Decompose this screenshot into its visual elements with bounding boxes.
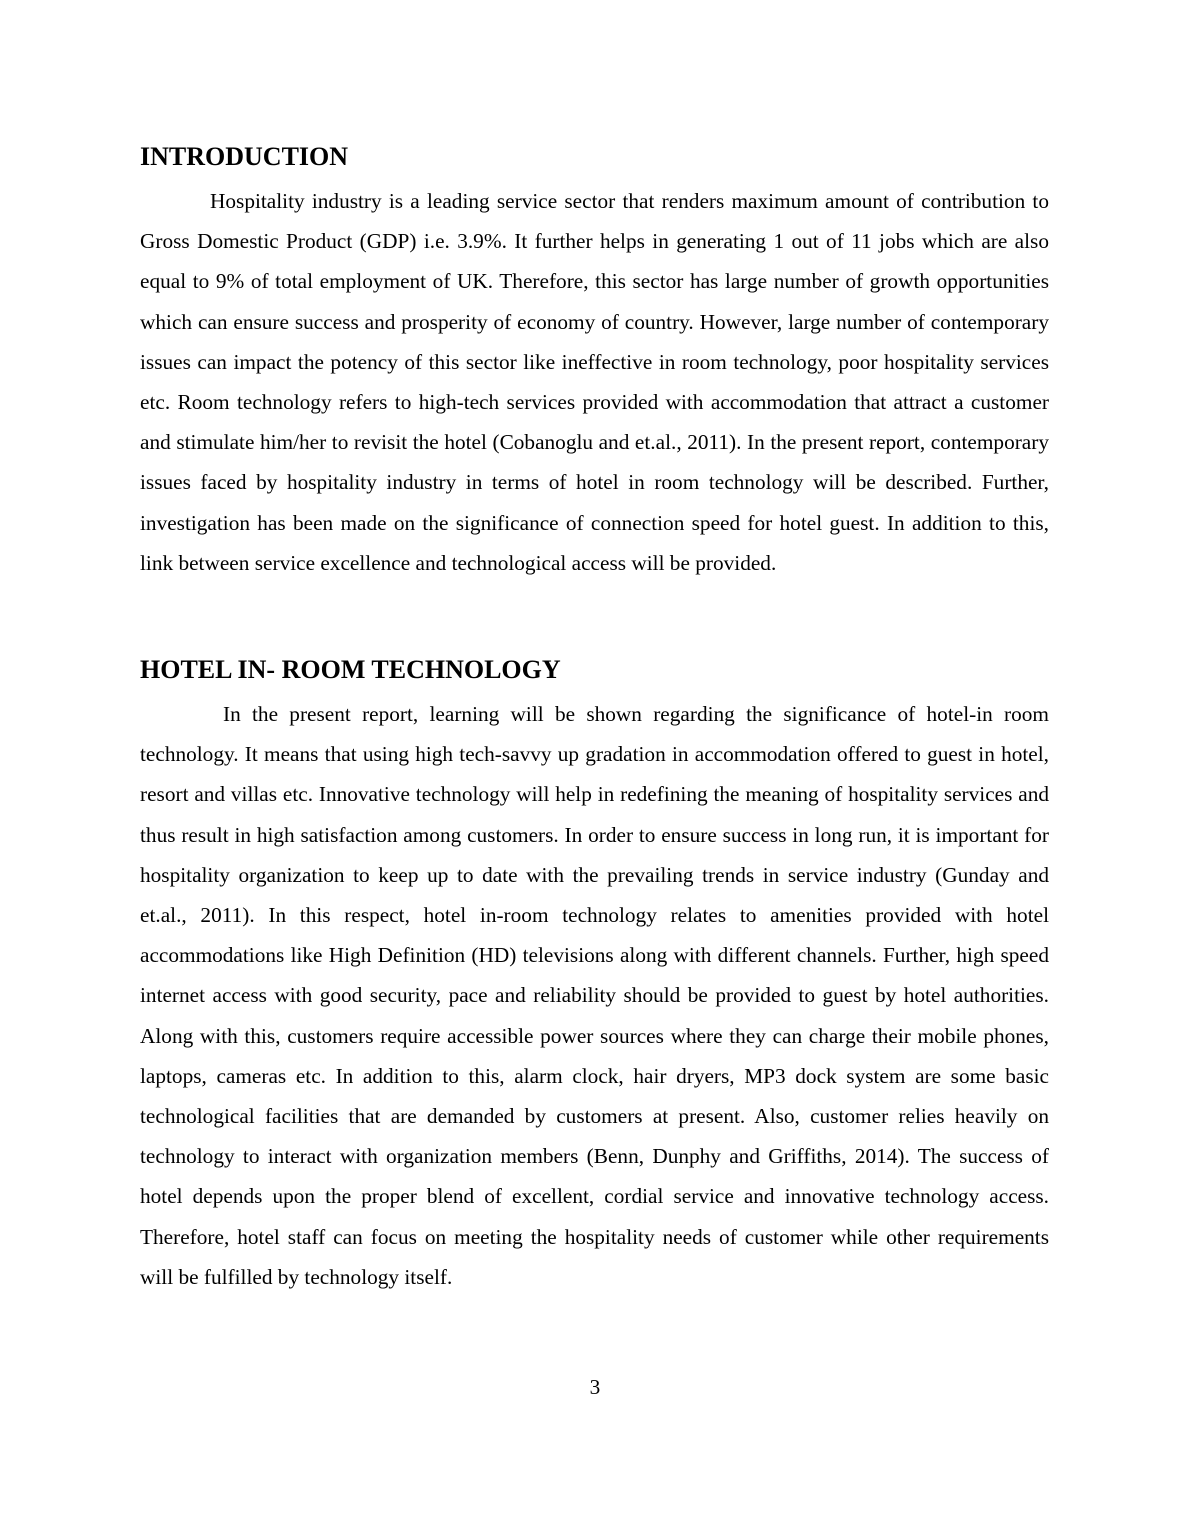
hotel-in-room-technology-paragraph: In the present report, learning will be shown regarding the significance of hotel-in room technology. It means that using high tech-savvy up gradation in accommodation offered to guest in hotel, resort and villas etc. Innovative technology will help in redefining the meaning of hospitality services and thus result in high satisfaction among customers. In order to ensure success in long run, it is important for hospitality organization to keep up to date with the prevailing trends in service industry (Gunday and et.al., 2011). In this respect, hotel in-room technology relates to amenities provided with hotel accommodations like High Definition (HD) televisions along with different channels. Further, high speed internet access with good security, pace and reliability should be provided to guest by hotel authorities. Along with this, customers require accessible power sources where they can charge their mobile phones, laptops, cameras etc. In addition to this, alarm clock, hair dryers, MP3 dock system are some basic technological facilities that are demanded by customers at present. Also, customer relies heavily on technology to interact with organization members (Benn, Dunphy and Griffiths, 2014). The success of hotel depends upon the proper blend of excellent, cordial service and innovative technology access. Therefore, hotel staff can focus on meeting the hospitality needs of customer while other requirements will be fulfilled by technology itself. (140, 702, 1049, 1289)
section-heading-hotel-in-room-technology: HOTEL IN- ROOM TECHNOLOGY (140, 655, 561, 684)
section-heading-introduction: INTRODUCTION (140, 142, 349, 171)
page-number: 3 (589, 1375, 601, 1399)
introduction-paragraph: Hospitality industry is a leading service sector that renders maximum amount of contribution to Gross Domestic Product (GDP) i.e. 3.9%. It further helps in generating 1 out of 11 jobs which are also equal to 9% of total employment of UK. Therefore, this sector has large number of growth opportunities which can ensure success and prosperity of economy of country. However, large number of contemporary issues can impact the potency of this sector like ineffective in room technology, poor hospitality services etc. Room technology refers to high-tech services provided with accommodation that attract a customer and stimulate him/her to revisit the hotel (Cobanoglu and et.al., 2011). In the present report, contemporary issues faced by hospitality industry in terms of hotel in room technology will be described. Further, investigation has been made on the significance of connection speed for hotel guest. In addition to this, link between service excellence and technological access will be provided. (140, 189, 1049, 575)
